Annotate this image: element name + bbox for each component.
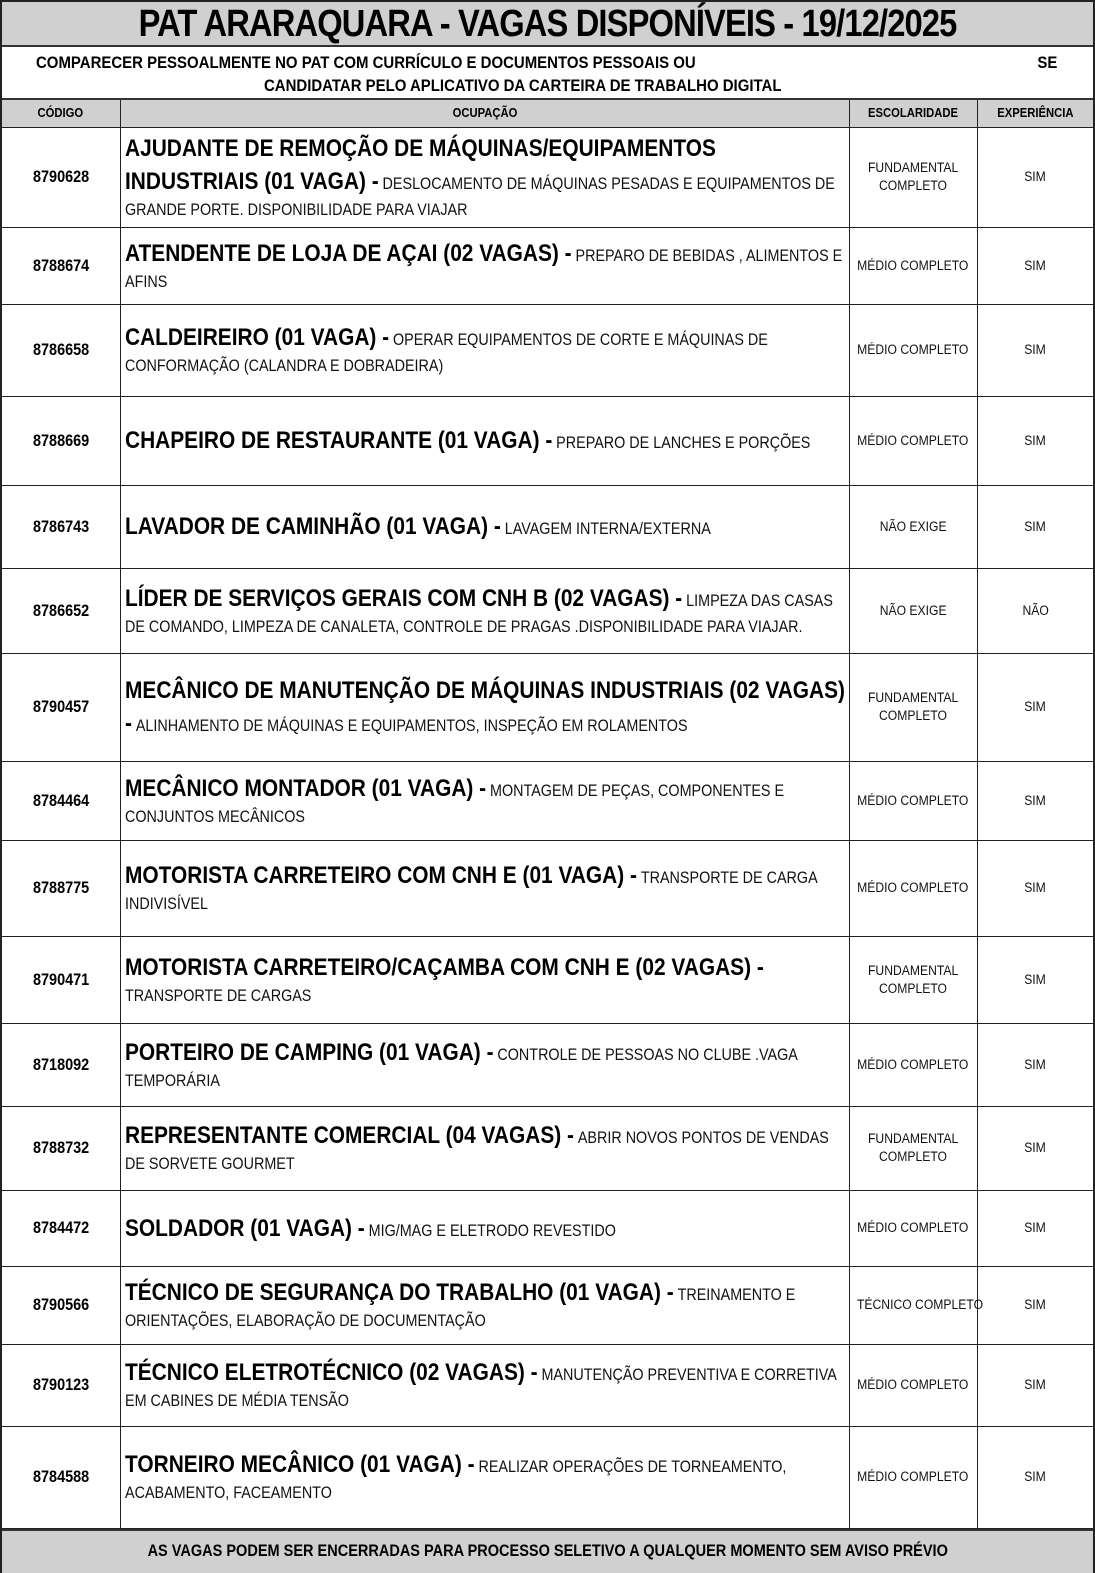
- occupation-title: TORNEIRO MECÂNICO (01 VAGA) -: [124, 1451, 475, 1478]
- occupation-text: [125, 132, 847, 223]
- job-code: 8786743: [2, 485, 120, 568]
- occupation-description: ABRIR NOVOS PONTOS DE VENDAS DE SORVETE GOURMET: [124, 1129, 829, 1173]
- occupation-description: ALINHAMENTO DE MÁQUINAS E EQUIPAMENTOS, INSPEÇÃO EM ROLAMENTOS: [135, 717, 688, 735]
- job-experience: SIM: [977, 1344, 1093, 1426]
- job-code: 8790628: [2, 127, 120, 227]
- occupation-text: [125, 1356, 847, 1414]
- occupation-title: LÍDER DE SERVIÇOS GERAIS COM CNH B (02 VAGAS) -: [124, 584, 682, 612]
- occupation-title: SOLDADOR (01 VAGA) -: [124, 1214, 365, 1242]
- job-experience: NÃO: [977, 568, 1093, 653]
- job-education: TÉCNICO COMPLETO: [849, 1266, 977, 1344]
- column-header-codigo: CÓDIGO: [2, 100, 120, 127]
- jobs-table: [2, 100, 1093, 1529]
- job-experience: SIM: [977, 761, 1093, 840]
- table-row: [2, 653, 1093, 761]
- job-occupation: [120, 1344, 849, 1426]
- footer-notice: [2, 1529, 1093, 1573]
- occupation-title: REPRESENTANTE COMERCIAL (04 VAGAS) -: [124, 1122, 574, 1149]
- table-header-row: [2, 100, 1093, 127]
- occupation-title: CALDEIREIRO (01 VAGA) -: [124, 324, 389, 351]
- job-occupation: [120, 568, 849, 653]
- notice-se: SE: [1037, 53, 1058, 72]
- job-code: 8718092: [2, 1023, 120, 1106]
- job-code: 8790457: [2, 653, 120, 761]
- job-code: 8788732: [2, 1106, 120, 1190]
- job-education: FUNDAMENTAL COMPLETO: [849, 936, 977, 1023]
- job-education: MÉDIO COMPLETO: [849, 1344, 977, 1426]
- job-education: FUNDAMENTAL COMPLETO: [849, 127, 977, 227]
- job-experience: SIM: [977, 1190, 1093, 1266]
- job-occupation: [120, 761, 849, 840]
- job-experience: SIM: [977, 653, 1093, 761]
- occupation-description: DESLOCAMENTO DE MÁQUINAS PESADAS E EQUIPAMENTOS DE GRANDE PORTE. DISPONIBILIDADE PARA VIAJAR: [124, 174, 835, 219]
- job-code: 8784588: [2, 1426, 120, 1528]
- occupation-title: MECÂNICO MONTADOR (01 VAGA) -: [124, 774, 486, 802]
- occupation-title: ATENDENTE DE LOJA DE AÇAI (02 VAGAS) -: [124, 239, 572, 267]
- table-row: [2, 1344, 1093, 1426]
- job-occupation: [120, 1023, 849, 1106]
- table-row: [2, 761, 1093, 840]
- table-row: [2, 485, 1093, 568]
- table-row: [2, 227, 1093, 304]
- occupation-title: TÉCNICO DE SEGURANÇA DO TRABALHO (01 VAGA) -: [124, 1279, 674, 1306]
- occupation-title: MOTORISTA CARRETEIRO/CAÇAMBA COM CNH E (02 VAGAS) -: [124, 953, 764, 981]
- job-occupation: [120, 1266, 849, 1344]
- occupation-title: TÉCNICO ELETROTÉCNICO (02 VAGAS) -: [124, 1359, 538, 1386]
- job-code: 8784464: [2, 761, 120, 840]
- job-occupation: [120, 227, 849, 304]
- job-education: NÃO EXIGE: [849, 568, 977, 653]
- table-row: [2, 1023, 1093, 1106]
- occupation-text: [125, 951, 847, 1009]
- job-experience: SIM: [977, 1023, 1093, 1106]
- job-education: MÉDIO COMPLETO: [849, 1426, 977, 1528]
- occupation-description: OPERAR EQUIPAMENTOS DE CORTE E MÁQUINAS DE CONFORMAÇÃO (CALANDRA E DOBRADEIRA): [124, 331, 768, 375]
- occupation-text: [125, 1276, 847, 1334]
- instructions-notice: [2, 47, 1093, 100]
- job-occupation: [120, 485, 849, 568]
- occupation-text: [125, 859, 847, 917]
- job-code: 8788674: [2, 227, 120, 304]
- occupation-text: [125, 510, 847, 543]
- job-education: MÉDIO COMPLETO: [849, 840, 977, 936]
- occupation-title: MECÂNICO DE MANUTENÇÃO DE MÁQUINAS INDUSTRIAIS (02 VAGAS) -: [124, 677, 845, 737]
- job-code: 8786652: [2, 568, 120, 653]
- job-code: 8786658: [2, 304, 120, 396]
- job-occupation: [120, 304, 849, 396]
- table-row: [2, 304, 1093, 396]
- column-header-escolaridade: ESCOLARIDADE: [849, 100, 977, 127]
- table-row: [2, 1426, 1093, 1528]
- occupation-description: PREPARO DE BEBIDAS , ALIMENTOS E AFINS: [124, 246, 842, 291]
- title-bar: [2, 2, 1093, 47]
- job-code: 8790471: [2, 936, 120, 1023]
- notice-line-2: CANDIDATAR PELO APLICATIVO DA CARTEIRA DE TRABALHO DIGITAL: [264, 76, 782, 95]
- occupation-text: [125, 237, 847, 295]
- job-education: MÉDIO COMPLETO: [849, 761, 977, 840]
- occupation-title: PORTEIRO DE CAMPING (01 VAGA) -: [124, 1038, 494, 1066]
- job-experience: SIM: [977, 1266, 1093, 1344]
- job-occupation: [120, 1106, 849, 1190]
- occupation-text: [125, 1036, 847, 1094]
- job-experience: SIM: [977, 227, 1093, 304]
- occupation-text: [125, 674, 847, 740]
- job-education: FUNDAMENTAL COMPLETO: [849, 1106, 977, 1190]
- job-education: FUNDAMENTAL COMPLETO: [849, 653, 977, 761]
- occupation-title: MOTORISTA CARRETEIRO COM CNH E (01 VAGA) -: [124, 862, 637, 889]
- occupation-description: TRANSPORTE DE CARGAS: [124, 986, 311, 1005]
- occupation-description: LIMPEZA DAS CASAS DE COMANDO, LIMPEZA DE CANALETA, CONTROLE DE PRAGAS .DISPONIBILIDADE PARA VIAJAR.: [124, 591, 833, 636]
- table-row: [2, 1106, 1093, 1190]
- job-experience: SIM: [977, 485, 1093, 568]
- table-row: [2, 936, 1093, 1023]
- job-occupation: [120, 840, 849, 936]
- footer-text: AS VAGAS PODEM SER ENCERRADAS PARA PROCESSO SELETIVO A QUALQUER MOMENTO SEM AVISO PRÉVIO: [147, 1542, 948, 1560]
- occupation-description: CONTROLE DE PESSOAS NO CLUBE .VAGA TEMPORÁRIA: [124, 1045, 797, 1090]
- occupation-description: MANUTENÇÃO PREVENTIVA E CORRETIVA EM CABINES DE MÉDIA TENSÃO: [124, 1366, 836, 1410]
- job-occupation: [120, 936, 849, 1023]
- occupation-description: MIG/MAG E ELETRODO REVESTIDO: [368, 1221, 616, 1240]
- occupation-description: TRANSPORTE DE CARGA INDIVISÍVEL: [124, 869, 817, 913]
- table-row: [2, 568, 1093, 653]
- job-education: MÉDIO COMPLETO: [849, 1190, 977, 1266]
- job-experience: SIM: [977, 127, 1093, 227]
- page-title: PAT ARARAQUARA - VAGAS DISPONÍVEIS - 19/12/2025: [138, 2, 957, 45]
- column-header-experiencia: EXPERIÊNCIA: [977, 100, 1093, 127]
- occupation-text: [125, 1212, 847, 1245]
- occupation-description: MONTAGEM DE PEÇAS, COMPONENTES E CONJUNTOS MECÂNICOS: [124, 781, 784, 826]
- table-row: [2, 1266, 1093, 1344]
- occupation-title: LAVADOR DE CAMINHÃO (01 VAGA) -: [124, 513, 501, 540]
- occupation-description: PREPARO DE LANCHES E PORÇÕES: [555, 434, 810, 452]
- notice-line-1: COMPARECER PESSOALMENTE NO PAT COM CURRÍCULO E DOCUMENTOS PESSOAIS OU: [36, 53, 696, 72]
- job-code: 8784472: [2, 1190, 120, 1266]
- job-experience: SIM: [977, 1106, 1093, 1190]
- job-education: MÉDIO COMPLETO: [849, 1023, 977, 1106]
- table-row: [2, 840, 1093, 936]
- job-experience: SIM: [977, 304, 1093, 396]
- job-occupation: [120, 127, 849, 227]
- job-experience: SIM: [977, 396, 1093, 485]
- job-occupation: [120, 396, 849, 485]
- job-education: MÉDIO COMPLETO: [849, 396, 977, 485]
- occupation-description: REALIZAR OPERAÇÕES DE TORNEAMENTO, ACABAMENTO, FACEAMENTO: [124, 1458, 786, 1502]
- job-occupation: [120, 1190, 849, 1266]
- table-row: [2, 1190, 1093, 1266]
- occupation-title: CHAPEIRO DE RESTAURANTE (01 VAGA) -: [124, 427, 552, 454]
- occupation-text: [125, 772, 847, 830]
- job-code: 8788669: [2, 396, 120, 485]
- occupation-title: AJUDANTE DE REMOÇÃO DE MÁQUINAS/EQUIPAMENTOS INDUSTRIAIS (01 VAGA) -: [124, 134, 716, 195]
- job-code: 8790566: [2, 1266, 120, 1344]
- job-experience: SIM: [977, 840, 1093, 936]
- job-experience: SIM: [977, 936, 1093, 1023]
- occupation-text: [125, 582, 847, 640]
- job-education: NÃO EXIGE: [849, 485, 977, 568]
- job-occupation: [120, 1426, 849, 1528]
- job-code: 8790123: [2, 1344, 120, 1426]
- occupation-description: TREINAMENTO E ORIENTAÇÕES, ELABORAÇÃO DE DOCUMENTAÇÃO: [124, 1286, 795, 1330]
- occupation-description: LAVAGEM INTERNA/EXTERNA: [504, 520, 711, 538]
- job-code: 8788775: [2, 840, 120, 936]
- occupation-text: [125, 1448, 847, 1506]
- column-header-ocupacao: OCUPAÇÃO: [120, 100, 849, 127]
- jobs-table-body: [2, 127, 1093, 1528]
- occupation-text: [125, 1119, 847, 1177]
- occupation-text: [125, 321, 847, 379]
- job-occupation: [120, 653, 849, 761]
- job-education: MÉDIO COMPLETO: [849, 227, 977, 304]
- occupation-text: [125, 424, 847, 457]
- job-education: MÉDIO COMPLETO: [849, 304, 977, 396]
- table-row: [2, 396, 1093, 485]
- table-row: [2, 127, 1093, 227]
- job-experience: SIM: [977, 1426, 1093, 1528]
